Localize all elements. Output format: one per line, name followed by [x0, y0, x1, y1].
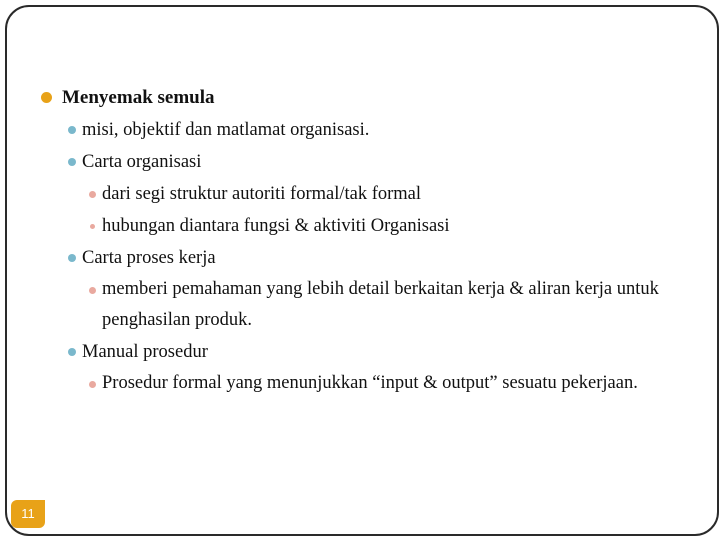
outline-item-text: Carta organisasi [82, 152, 202, 172]
bullet-icon [68, 126, 76, 134]
outline-item [34, 242, 684, 274]
outline-item-text: Manual prosedur [82, 342, 208, 362]
bullet-icon [90, 224, 95, 229]
outline-subitem-text: memberi pemahaman yang lebih detail berkaitan kerja & aliran kerja untuk penghasilan produk. [102, 279, 659, 330]
bullet-icon [41, 92, 52, 103]
bullet-icon [89, 381, 96, 388]
page-number-badge: 11 [11, 500, 45, 528]
outline-item [34, 146, 684, 178]
slide-content [34, 82, 684, 399]
outline-item [34, 114, 684, 146]
bullet-icon [68, 348, 76, 356]
bullet-icon [68, 254, 76, 262]
bullet-icon [89, 287, 96, 294]
bullet-icon [68, 158, 76, 166]
outline-heading: Menyemak semula [62, 87, 215, 108]
outline-subitem-text: Prosedur formal yang menunjukkan “input & output” sesuatu pekerjaan. [102, 373, 638, 393]
outline-subitem [34, 178, 684, 210]
outline-subitem [34, 274, 662, 336]
outline-item-text: misi, objektif dan matlamat organisasi. [82, 120, 370, 140]
outline-subitem-text: hubungan diantara fungsi & aktiviti Organisasi [102, 216, 450, 236]
outline-subitem [34, 210, 684, 242]
bullet-icon [89, 191, 96, 198]
outline-item [34, 336, 684, 368]
outline-heading-row [34, 82, 684, 114]
outline-subitem-text: dari segi struktur autoriti formal/tak formal [102, 184, 422, 204]
outline-subitem [34, 368, 662, 399]
outline-item-text: Carta proses kerja [82, 248, 216, 268]
